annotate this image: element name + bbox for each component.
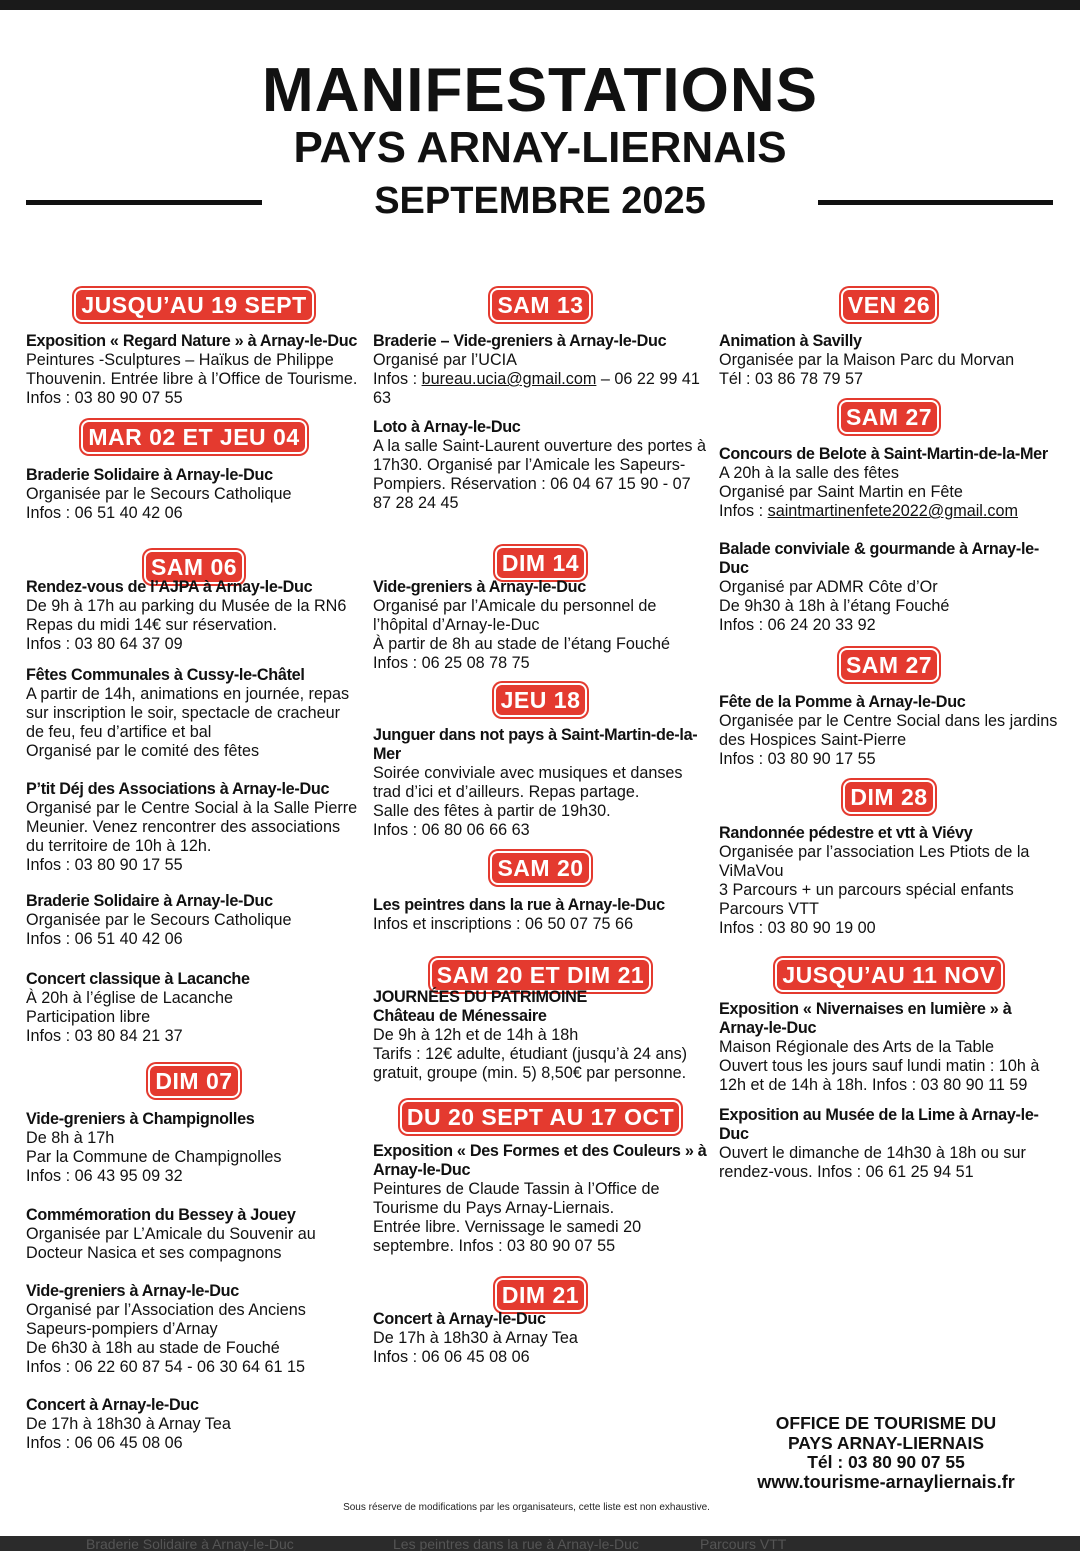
office-website-link[interactable]: www.tourisme-arnayliernais.fr [757,1471,1015,1492]
date-badge: SAM 27 [841,402,937,432]
header-rule-right [818,200,1053,205]
event-title: Exposition « Des Formes et des Couleurs » à Arnay-le-Duc [373,1142,707,1179]
event-item [719,332,1059,389]
event-title: Exposition au Musée de la Lime à Arnay-le-Duc [719,1106,1039,1143]
event-item [26,1282,362,1377]
date-badge-row [373,960,708,990]
event-description: Infos et inscriptions : 06 50 07 75 66 [373,915,634,933]
bottom-ghost-text-2: Les peintres dans la rue à Arnay-le-Duc [393,1536,639,1551]
event-title: Rendez-vous de l’AJPA à Arnay-le-Duc [26,578,313,596]
event-description: De 9h à 12h et de 14h à 18h Tarifs : 12€ adulte, étudiant (jusqu’à 24 ans) gratuit, groupe (min. 5) 8,50€ par personne. [373,1026,688,1082]
event-title: Concert à Arnay-le-Duc [26,1396,199,1414]
date-badge: DU 20 SEPT AU 17 OCT [402,1102,679,1132]
event-email-link[interactable]: bureau.ucia@gmail.com [421,370,597,388]
date-badge-row [719,782,1059,812]
event-title: Vide-greniers à Arnay-le-Duc [26,1282,239,1300]
date-badge-row [373,853,708,883]
date-badge-row [26,1066,362,1096]
event-title: Randonnée pédestre et vtt à Viévy [719,824,973,842]
event-title: Vide-greniers à Arnay-le-Duc [373,578,586,596]
event-title: Exposition « Regard Nature » à Arnay-le-Duc [26,332,358,350]
date-badge: DIM 28 [845,782,932,812]
date-badge-row [373,290,708,320]
event-description: Organisée par l’association Les Ptiots de la ViMaVou 3 Parcours + un parcours spécial enfants Parcours VTT Infos : 03 80 90 19 00 [719,843,1030,937]
event-description: Organisée par le Secours Catholique Infos : 06 51 40 42 06 [26,911,292,948]
disclaimer: Sous réserve de modifications par les organisateurs, cette liste est non exhaustive. [343,1502,710,1513]
date-badge: SAM 13 [492,290,588,320]
date-badge-row [26,290,362,320]
date-badge: SAM 20 [492,853,588,883]
event-item [719,1106,1059,1182]
event-title: Junguer dans not pays à Saint-Martin-de-la-Mer [373,726,698,763]
event-item [26,1110,362,1186]
page-month: SEPTEMBRE 2025 [374,180,706,222]
event-title: Loto à Arnay-le-Duc [373,418,521,436]
event-item [373,1310,708,1367]
event-title: Concours de Belote à Saint-Martin-de-la-Mer [719,445,1048,463]
date-badge: DIM 21 [497,1280,584,1310]
event-item [26,578,362,654]
event-item [26,1396,362,1453]
event-title: Commémoration du Bessey à Jouey [26,1206,296,1224]
date-badge-row [719,650,1059,680]
event-contact-prefix: Infos : [719,502,768,520]
date-badge: SAM 27 [841,650,937,680]
event-title: Concert classique à Lacanche [26,970,250,988]
date-badge-row [373,548,708,578]
event-description: A partir de 14h, animations en journée, repas sur inscription le soir, spectacle de cracheur de feu, feu d’artifice et bal Organisé par le comité des fêtes [26,685,350,760]
date-badge: MAR 02 ET JEU 04 [83,422,304,452]
event-description: De 8h à 17h Par la Commune de Champignolles Infos : 06 43 95 09 32 [26,1129,282,1185]
event-description: Soirée conviviale avec musiques et danses trad d’ici et d’ailleurs. Repas partage. Salle des fêtes à partir de 19h30. Infos : 06 80 06 66 63 [373,764,683,839]
event-description: De 9h à 17h au parking du Musée de la RN6 Repas du midi 14€ sur réservation. Infos : 03 80 64 37 09 [26,597,347,653]
event-item [719,824,1059,938]
event-description: Ouvert le dimanche de 14h30 à 18h ou sur rendez-vous. Infos : 06 61 25 94 51 [719,1144,1026,1181]
date-badge: DIM 14 [497,548,584,578]
event-title: Exposition « Nivernaises en lumière » à Arnay-le-Duc [719,1000,1012,1037]
date-badge: SAM 06 [146,552,242,582]
event-item [26,1206,362,1263]
event-title: Braderie Solidaire à Arnay-le-Duc [26,892,273,910]
bottom-bar [0,1536,1080,1551]
event-description: Organisé par l’Amicale du personnel de l’hôpital d’Arnay-le-Duc À partir de 8h au stade de l’étang Fouché Infos : 06 25 08 78 75 [373,597,670,672]
event-item [26,780,362,875]
page-title: MANIFESTATIONS [262,56,818,125]
date-badge: VEN 26 [843,290,935,320]
event-item [26,332,362,408]
date-badge-row [26,422,362,452]
page-subtitle: PAYS ARNAY-LIERNAIS [293,123,787,172]
event-title: Animation à Savilly [719,332,862,350]
date-badge-row [373,1102,708,1132]
event-description: A la salle Saint-Laurent ouverture des portes à 17h30. Organisé par l’Amicale les Sapeurs-Pompiers. Réservation : 06 04 67 15 90 - 07 87 28 24 45 [373,437,706,512]
event-item [373,418,708,513]
event-venue: Château de Ménessaire [373,1007,547,1025]
bottom-ghost-text-1: Braderie Solidaire à Arnay-le-Duc [86,1536,294,1551]
event-item [373,896,708,934]
date-badge-row [373,1280,708,1310]
event-title: Balade conviviale & gourmande à Arnay-le-Duc [719,540,1039,577]
event-contact-line [373,370,708,408]
event-item [719,540,1059,635]
event-item [26,666,362,761]
event-description: Maison Régionale des Arts de la Table Ouvert tous les jours sauf lundi matin : 10h à 12h et de 14h à 18h. Infos : 03 80 90 11 59 [719,1038,1040,1094]
event-title: Concert à Arnay-le-Duc [373,1310,546,1328]
tourism-office-block [720,1414,1052,1492]
event-description: À 20h à l’église de Lacanche Participation libre Infos : 03 80 84 21 37 [26,989,233,1045]
event-description: Organisé par l’Association des Anciens Sapeurs-pompiers d’Arnay De 6h30 à 18h au stade de Fouché Infos : 06 22 60 87 54 - 06 30 64 61 15 [26,1301,306,1376]
event-description: Peintures -Sculptures – Haïkus de Philippe Thouvenin. Entrée libre à l’Office de Tourisme. Infos : 03 80 90 07 55 [26,351,358,407]
event-description: A 20h à la salle des fêtes Organisé par Saint Martin en Fête [719,464,963,501]
event-item [26,970,362,1046]
office-name-line1: OFFICE DE TOURISME DU [775,1413,997,1433]
event-item [719,693,1059,769]
event-description: Organisée par le Secours Catholique Infos : 06 51 40 42 06 [26,485,292,522]
event-description: Organisé par ADMR Côte d’Or De 9h30 à 18h à l’étang Fouché Infos : 06 24 20 33 92 [719,578,950,634]
date-badge-row [719,960,1059,990]
event-description: Organisé par le Centre Social à la Salle Pierre Meunier. Venez rencontrer des associations du territoire de 10h à 12h. Infos : 03 80 90 17 55 [26,799,358,874]
event-description: Organisé par l’UCIA [373,351,517,369]
top-bar [0,0,1080,10]
event-description: Peintures de Claude Tassin à l’Office de Tourisme du Pays Arnay-Liernais. Entrée libre. Vernissage le samedi 20 septembre. Infos : 03 80 90 07 55 [373,1180,660,1255]
event-title: Vide-greniers à Champignolles [26,1110,255,1128]
event-item [373,332,708,408]
event-email-link[interactable]: saintmartinenfete2022@gmail.com [767,502,1018,520]
event-description: Organisée par la Maison Parc du Morvan Tél : 03 86 78 79 57 [719,351,1015,388]
event-title: Fêtes Communales à Cussy-le-Châtel [26,666,305,684]
event-contact-prefix: Infos : [373,370,422,388]
event-item [719,1000,1059,1095]
event-contact-line [719,502,1059,521]
date-badge: DIM 07 [150,1066,237,1096]
date-badge-row [719,290,1059,320]
event-description: Organisée par le Centre Social dans les jardins des Hospices Saint-Pierre Infos : 03 80 90 17 55 [719,712,1058,768]
event-description: Organisée par L’Amicale du Souvenir au Docteur Nasica et ses compagnons [26,1225,316,1262]
date-badge: JUSQU’AU 11 NOV [777,960,1000,990]
date-badge-row [373,685,708,715]
event-title: P’tit Déj des Associations à Arnay-le-Duc [26,780,330,798]
event-item [373,1142,708,1256]
office-phone: Tél : 03 80 90 07 55 [807,1452,965,1472]
event-title: Braderie Solidaire à Arnay-le-Duc [26,466,273,484]
event-item [26,892,362,949]
office-name-line2: PAYS ARNAY-LIERNAIS [787,1432,985,1453]
bottom-ghost-text-3: Parcours VTT [700,1536,787,1551]
event-item [373,726,708,840]
event-title: Braderie – Vide-greniers à Arnay-le-Duc [373,332,667,350]
event-description: De 17h à 18h30 à Arnay Tea Infos : 06 06 45 08 06 [373,1329,578,1366]
event-item [373,988,708,1083]
event-description: De 17h à 18h30 à Arnay Tea Infos : 06 06 45 08 06 [26,1415,231,1452]
event-contact-suffix: – 06 22 99 41 63 [373,370,700,407]
date-badge: JEU 18 [496,685,586,715]
event-title: Les peintres dans la rue à Arnay-le-Duc [373,896,665,914]
event-title: JOURNÉES DU PATRIMOINE [373,988,588,1006]
event-title: Fête de la Pomme à Arnay-le-Duc [719,693,966,711]
event-item [719,445,1059,521]
date-badge-row [719,402,1059,432]
date-badge: JUSQU’AU 19 SEPT [76,290,311,320]
date-badge: SAM 20 ET DIM 21 [432,960,649,990]
event-item [26,466,362,523]
header-rule-left [26,200,262,205]
event-item [373,578,708,673]
